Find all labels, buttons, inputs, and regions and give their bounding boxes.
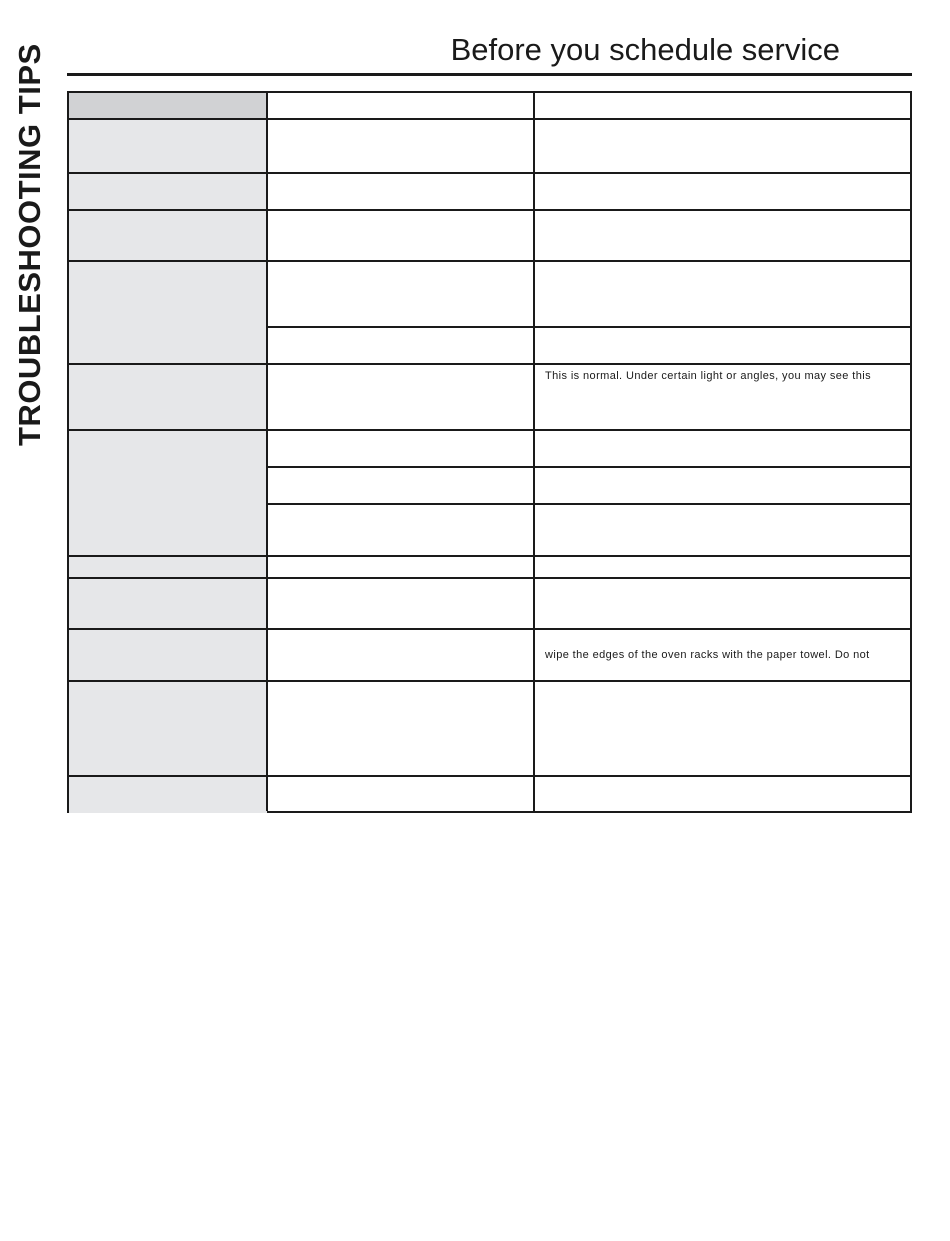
row-divider [69,209,910,211]
title-divider [67,73,912,76]
subrow-divider [266,503,910,505]
problem-cell [69,364,267,430]
row-divider [69,775,910,777]
subrow-divider [266,466,910,468]
row-divider [69,577,910,579]
row-divider [69,555,910,557]
column-divider [266,93,268,811]
problem-cell [69,171,267,209]
table-header-correction-cell [536,93,910,119]
row-divider [69,363,910,365]
correction-note: This is normal. Under certain light or angles, you may see this [545,370,871,382]
table-header-cause-cell [269,93,534,119]
problem-cell [69,629,267,682]
column-divider [533,93,535,811]
problem-cell [69,209,267,261]
problem-cell [69,556,267,578]
problem-cell [69,261,267,364]
troubleshooting-table [67,91,912,813]
problem-cell [69,682,267,776]
table-header-problem-cell [69,93,267,119]
section-side-title: TROUBLESHOOTING TIPS [12,43,47,446]
row-divider [69,628,910,630]
correction-note: wipe the edges of the oven racks with the paper towel. Do not [545,649,870,661]
problem-cell [69,578,267,629]
problem-cell [69,119,267,171]
row-divider [69,429,910,431]
problem-cell [69,430,267,556]
row-divider [69,172,910,174]
row-divider [69,680,910,682]
row-divider [69,118,910,120]
subrow-divider [266,326,910,328]
row-divider [69,260,910,262]
problem-cell [69,776,267,813]
page-title: Before you schedule service [450,32,840,67]
